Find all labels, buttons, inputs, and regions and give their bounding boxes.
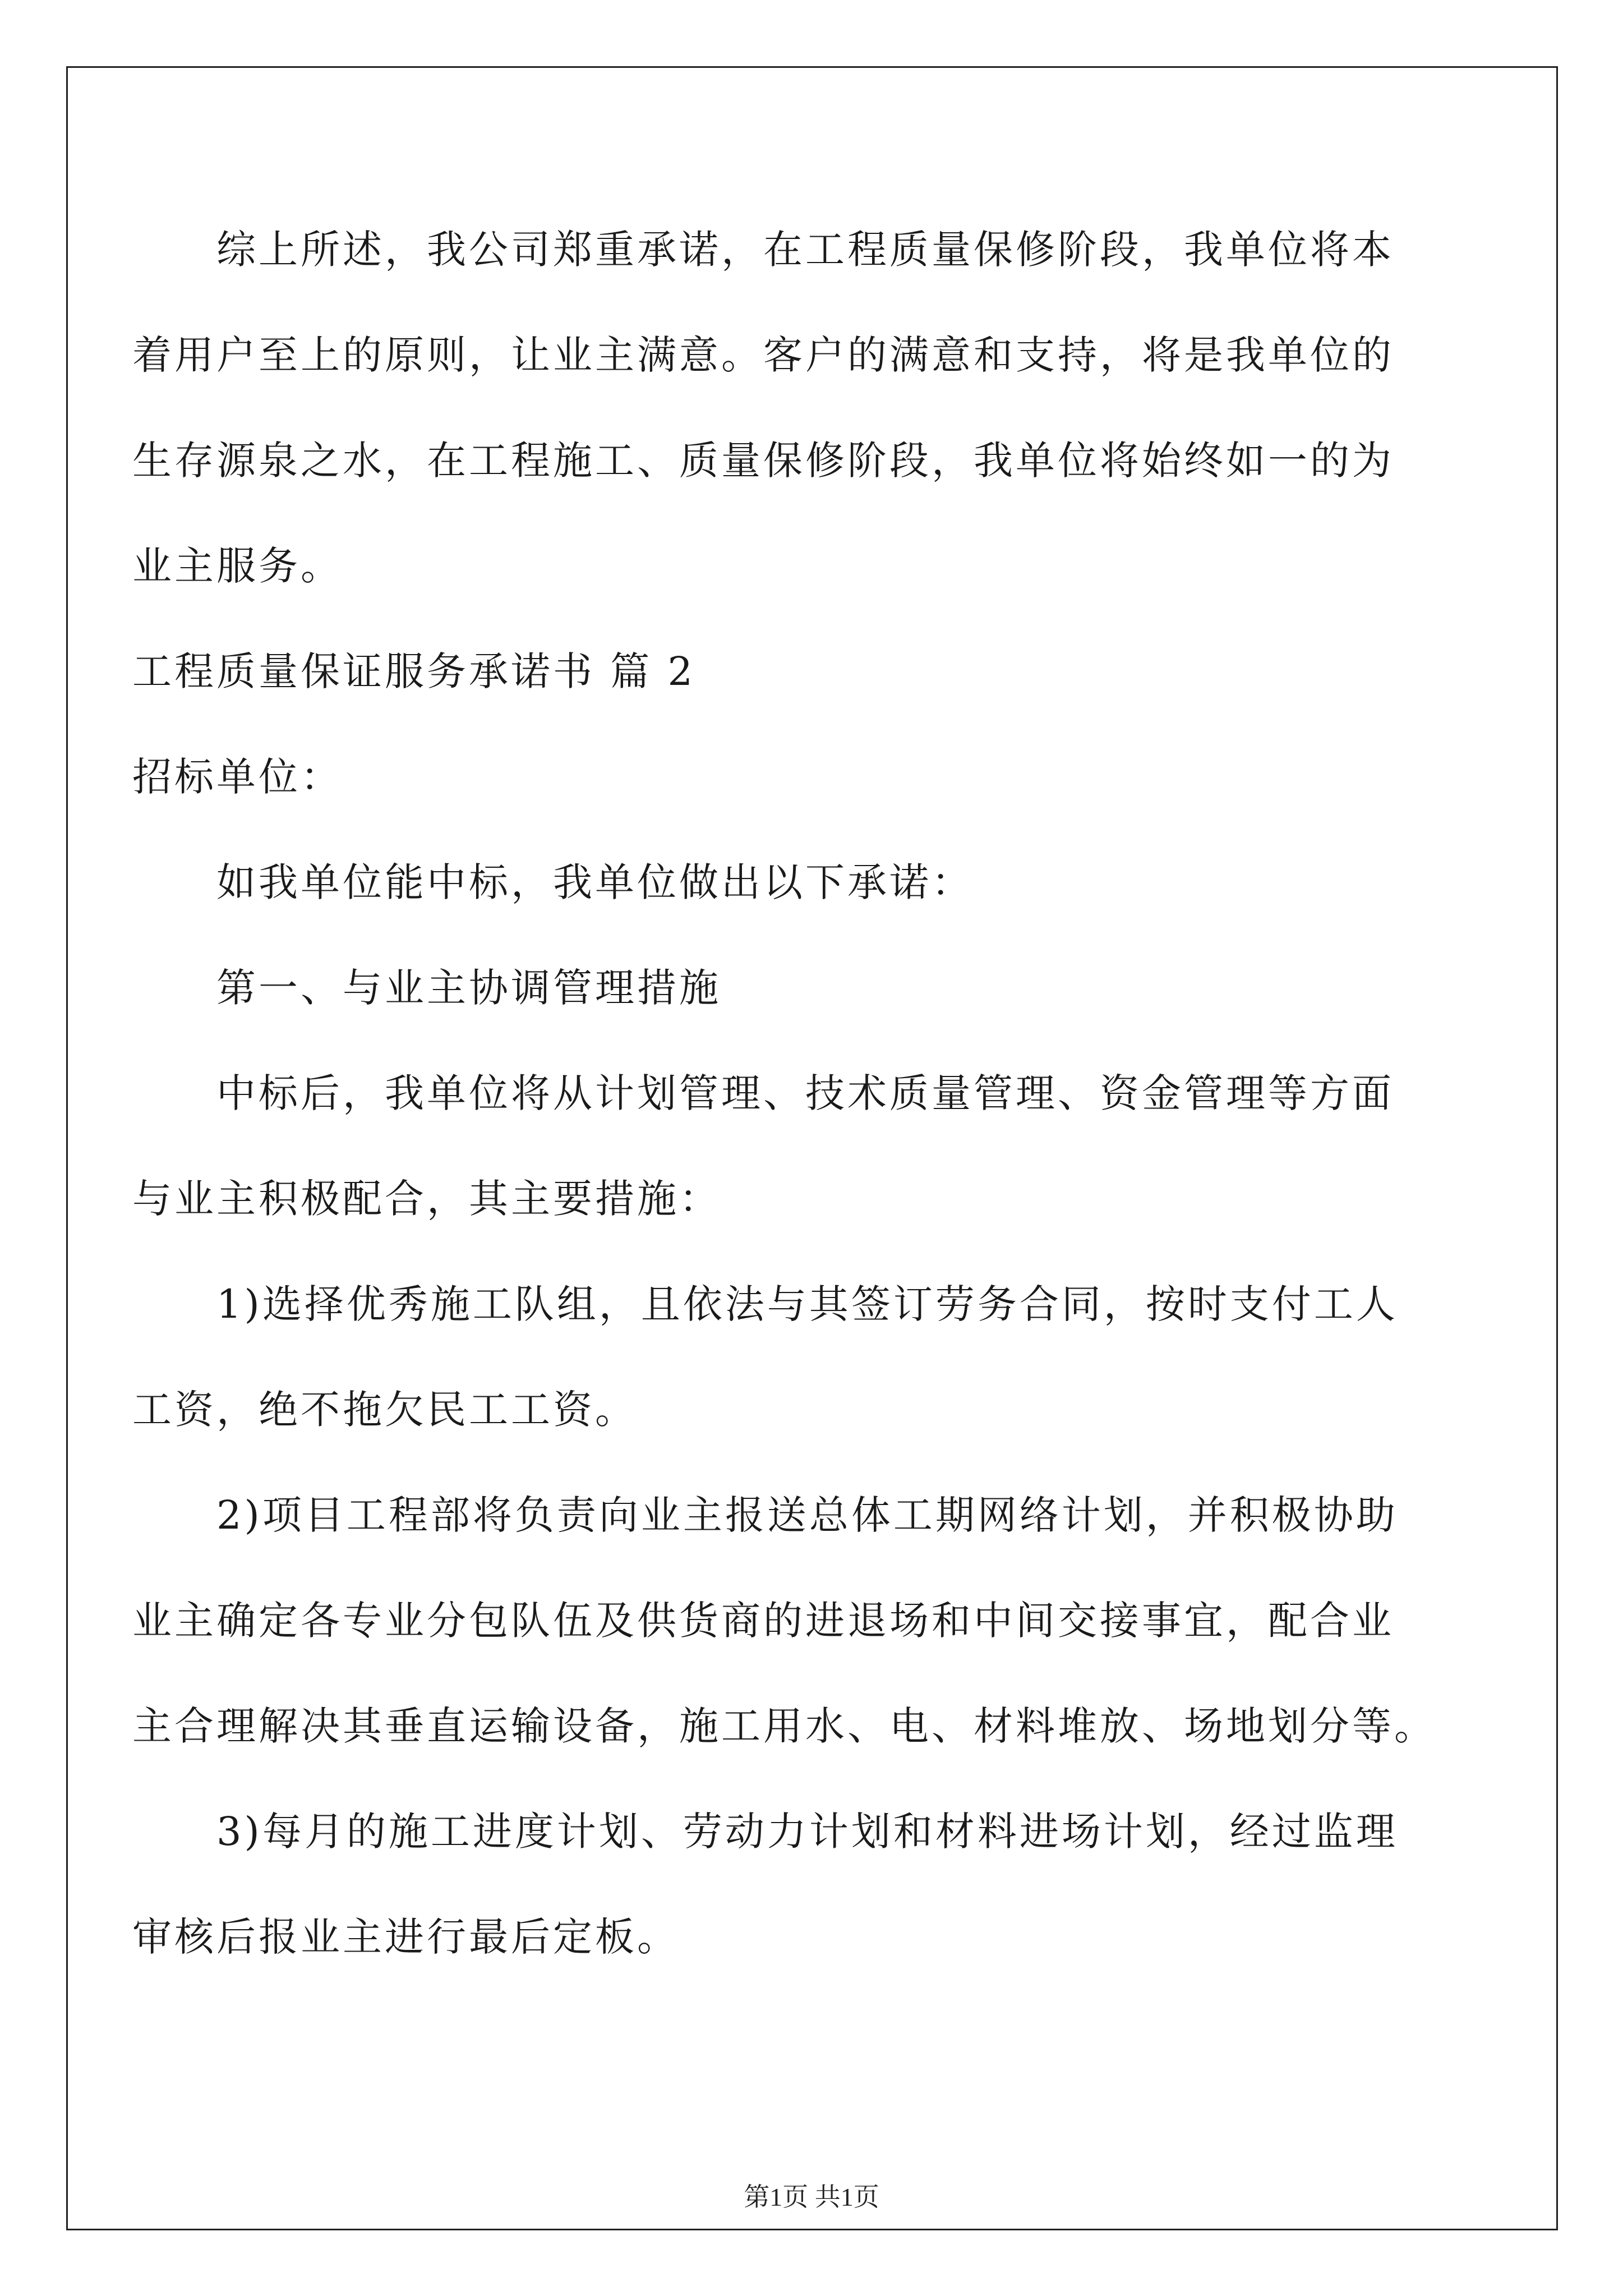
body-text-line: 业主服务。 (132, 543, 343, 589)
list-item-line: 工资，绝不拖欠民工工资。 (132, 1387, 637, 1433)
body-text-line: 如我单位能中标，我单位做出以下承诺： (216, 859, 974, 905)
section-title: 工程质量保证服务承诺书 篇 2 (132, 648, 696, 694)
list-item-line: 3)每月的施工进度计划、劳动力计划和材料进场计划，经过监理 (216, 1809, 1398, 1855)
body-text-line: 与业主积极配合，其主要措施： (132, 1176, 721, 1222)
addressee-line: 招标单位： (132, 754, 343, 800)
list-item-line: 业主确定各专业分包队伍及供货商的进退场和中间交接事宜，配合业 (132, 1598, 1394, 1644)
list-item-line: 2)项目工程部将负责向业主报送总体工期网络计划，并积极协助 (216, 1492, 1398, 1538)
list-item-line: 主合理解决其垂直运输设备，施工用水、电、材料堆放、场地划分等。 (132, 1703, 1436, 1749)
body-text-line: 综上所述，我公司郑重承诺，在工程质量保修阶段，我单位将本 (216, 227, 1394, 273)
body-text-line: 中标后，我单位将从计划管理、技术质量管理、资金管理等方面 (216, 1070, 1394, 1116)
page-number-footer: 第1页 共1页 (744, 2183, 879, 2211)
body-text-line: 生存源泉之水，在工程施工、质量保修阶段，我单位将始终如一的为 (132, 438, 1394, 484)
list-item-line: 审核后报业主进行最后定板。 (132, 1914, 679, 1960)
page-border (66, 66, 1558, 2230)
subsection-title: 第一、与业主协调管理措施 (216, 965, 721, 1011)
list-item-line: 1)选择优秀施工队组，且依法与其签订劳务合同，按时支付工人 (216, 1281, 1398, 1327)
body-text-line: 着用户至上的原则，让业主满意。客户的满意和支持，将是我单位的 (132, 332, 1394, 378)
